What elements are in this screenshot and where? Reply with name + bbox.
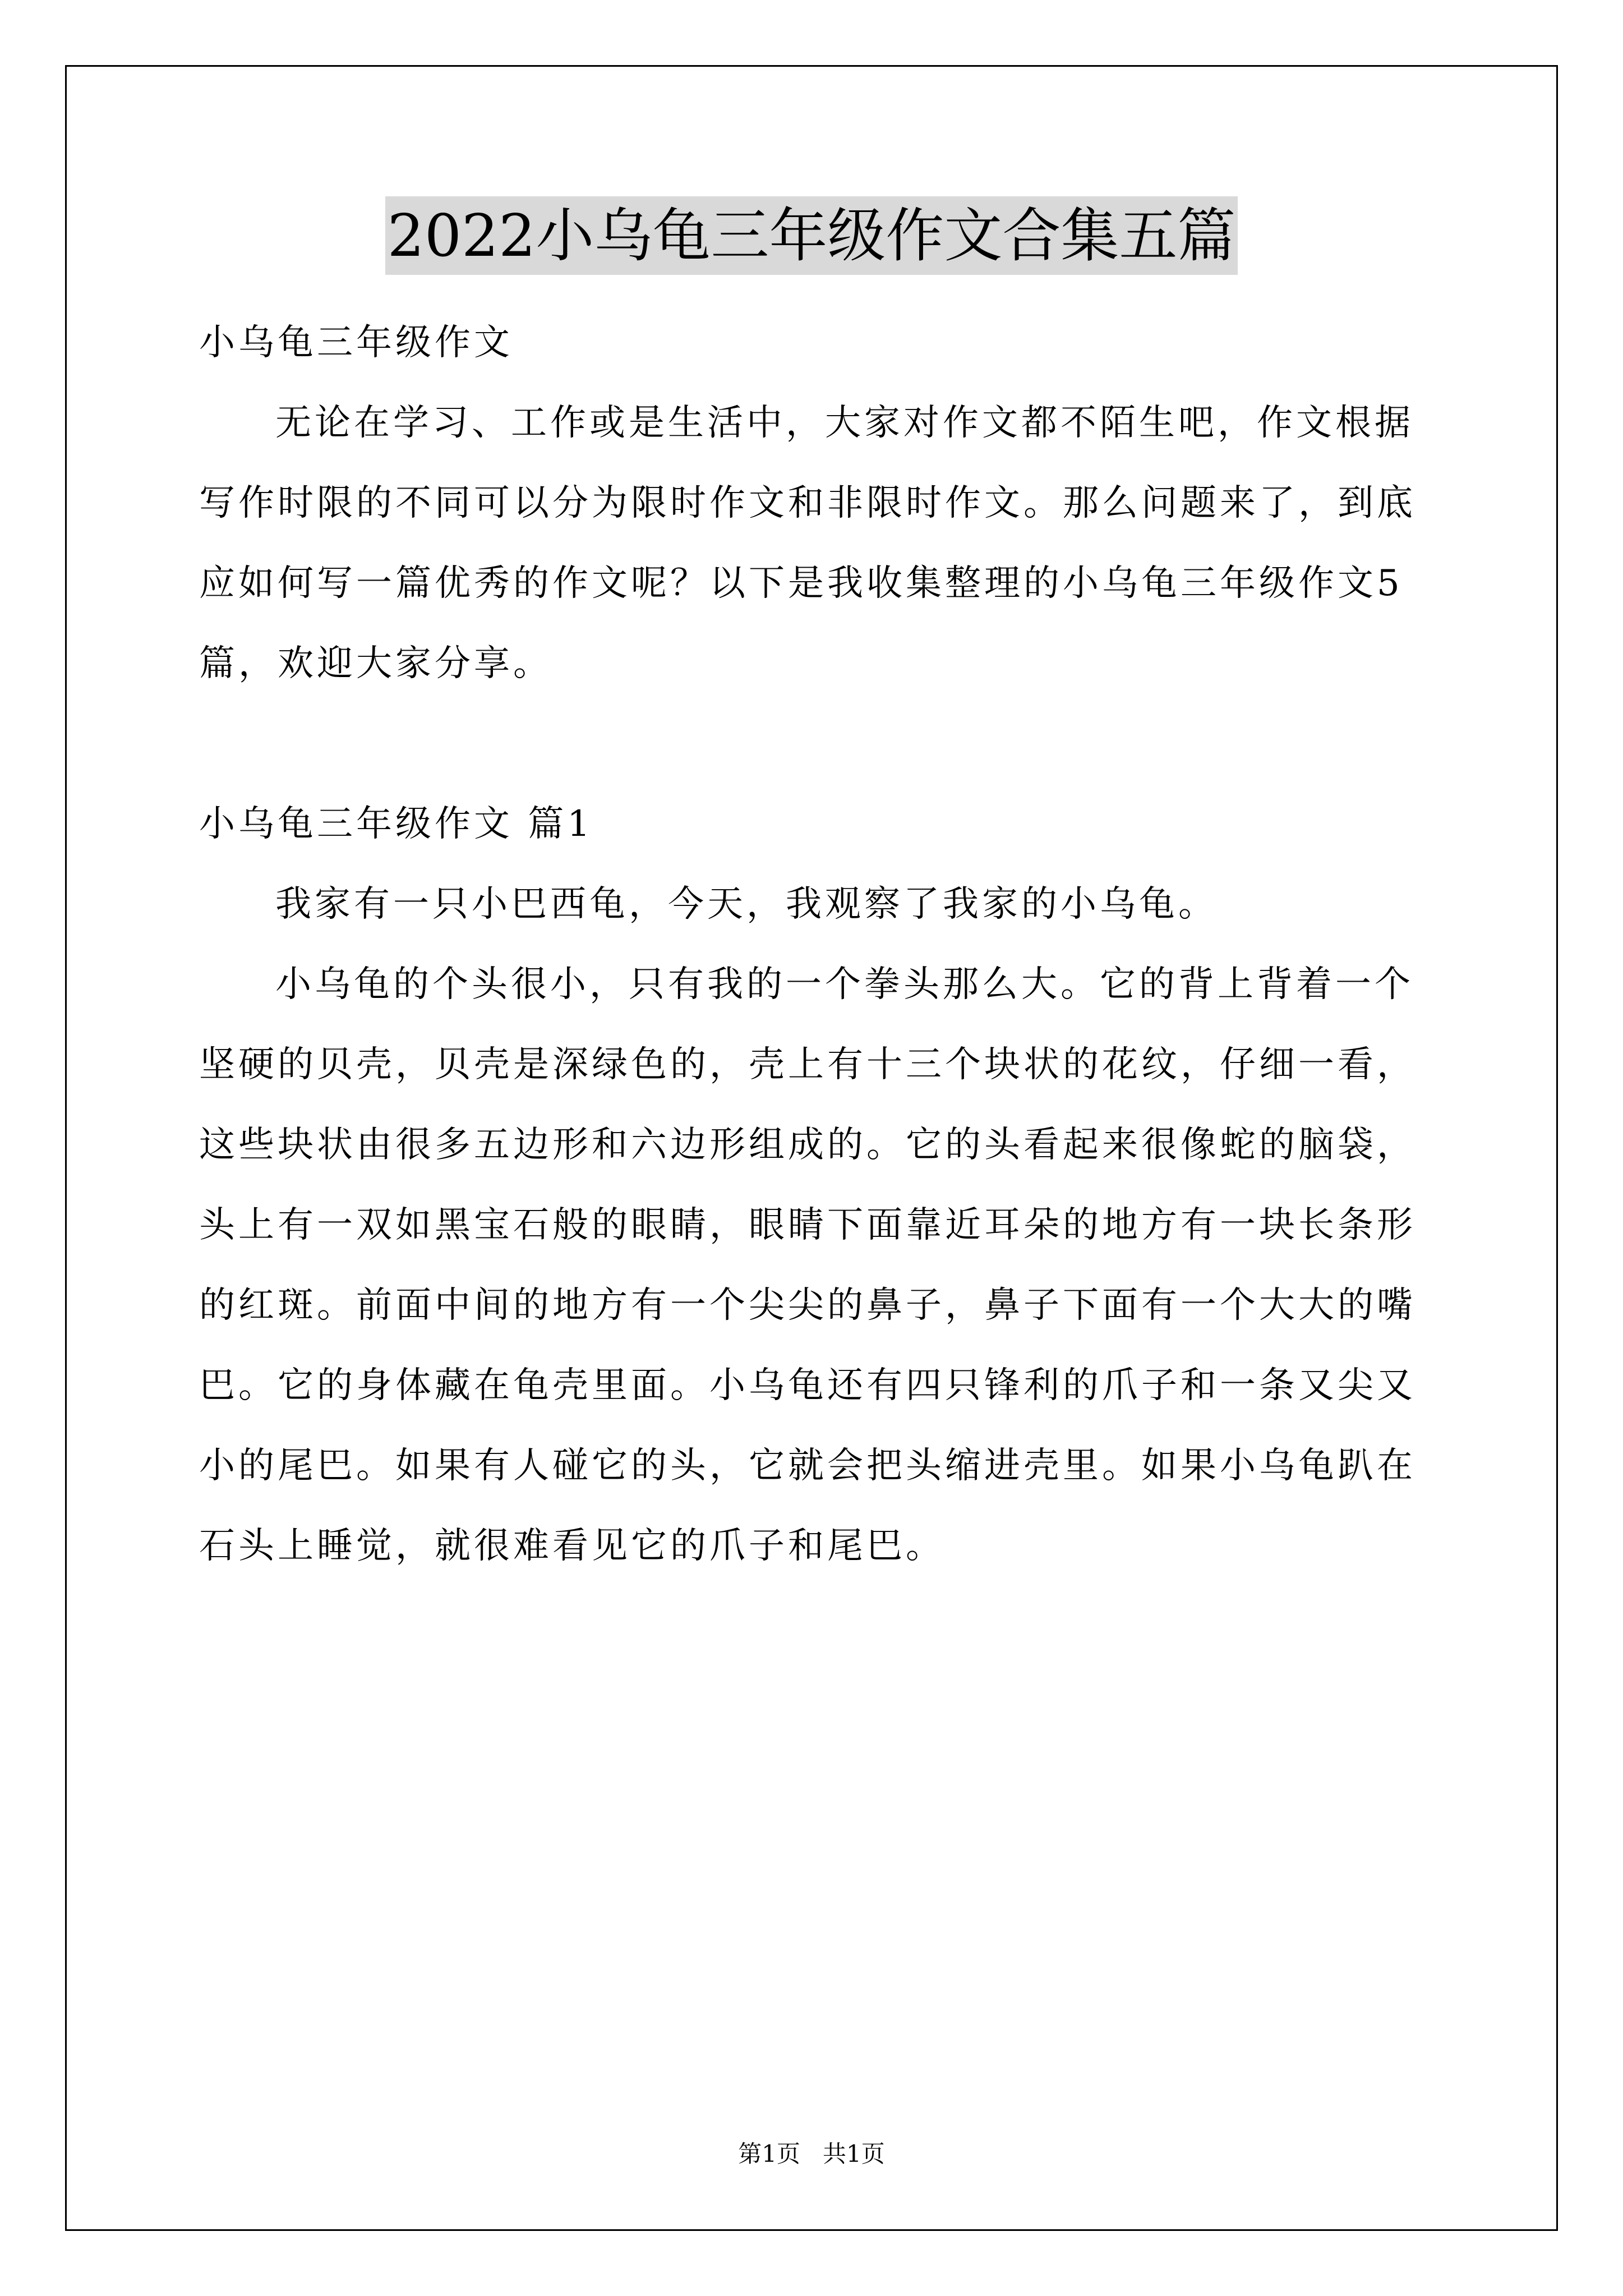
page-number: 第1页	[738, 2140, 800, 2168]
section-heading: 小乌龟三年级作文 篇1	[199, 803, 594, 845]
page-total: 共1页	[823, 2140, 885, 2168]
title-container	[0, 196, 1623, 275]
intro-heading: 小乌龟三年级作文	[199, 322, 513, 364]
body-paragraph: 小乌龟的个头很小，只有我的一个拳头那么大。它的背上背着一个坚硬的贝壳，贝壳是深绿色的，壳上有十三个块状的花纹，仔细一看，这些块状由很多五边形和六边形组成的。它的头看起来很像蛇的脑袋，头上有一双如黑宝石般的眼睛，眼睛下面靠近耳朵的地方有一块长条形的红斑。前面中间的地方有一个尖尖的鼻子，鼻子下面有一个大大的嘴巴。它的身体藏在龟壳里面。小乌龟还有四只锋利的爪子和一条又尖又小的尾巴。如果有人碰它的头，它就会把头缩进壳里。如果小乌龟趴在石头上睡觉，就很难看见它的爪子和尾巴。	[199, 964, 1416, 1567]
body-paragraph: 我家有一只小巴西龟，今天，我观察了我家的小乌龟。	[275, 884, 1218, 925]
document-title: 2022小乌龟三年级作文合集五篇	[385, 196, 1238, 275]
page-footer	[0, 2137, 1623, 2171]
document-body	[199, 303, 1433, 1586]
intro-paragraph: 无论在学习、工作或是生活中，大家对作文都不陌生吧，作文根据写作时限的不同可以分为限时作文和非限时作文。那么问题来了，到底应如何写一篇优秀的作文呢？以下是我收集整理的小乌龟三年级作文5篇，欢迎大家分享。	[199, 402, 1416, 684]
